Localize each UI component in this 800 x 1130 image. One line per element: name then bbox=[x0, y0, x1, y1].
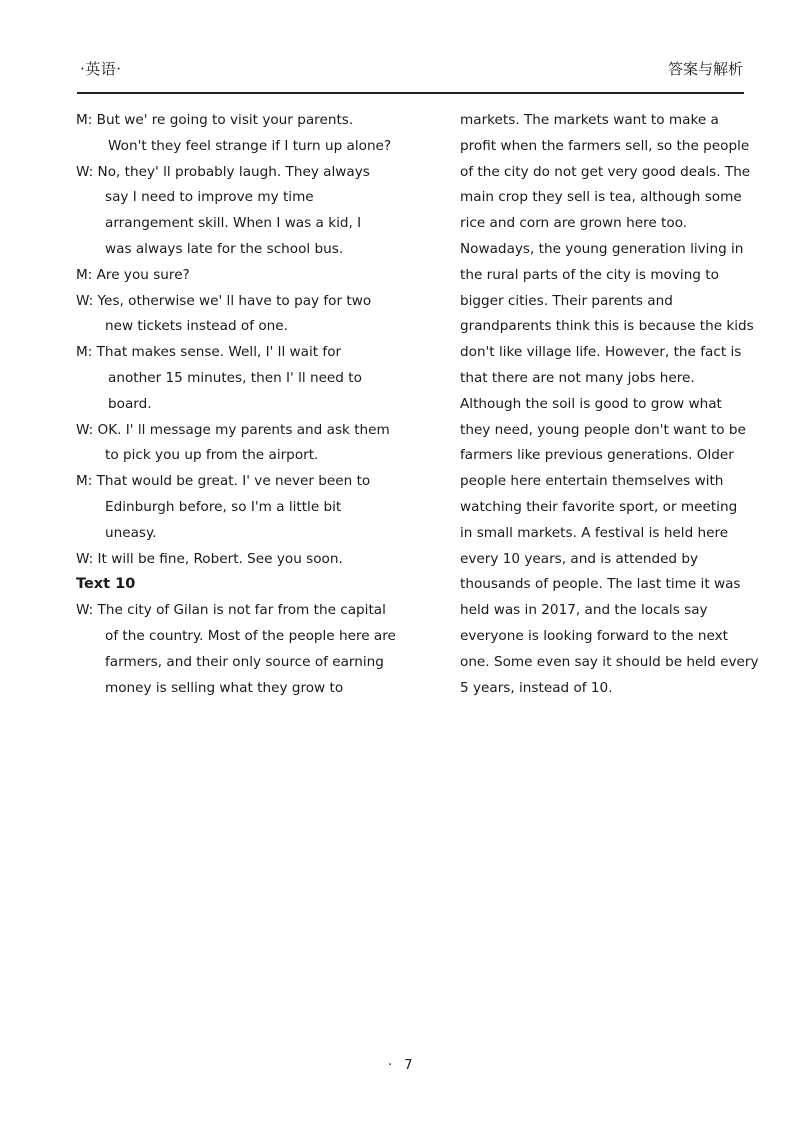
text-line: W: Yes, otherwise we' ll have to pay for two bbox=[76, 292, 372, 309]
header-subject: ·英语· bbox=[80, 60, 122, 78]
text-line: Nowadays, the young generation living in bbox=[460, 240, 744, 257]
text-line: held was in 2017, and the locals say bbox=[460, 602, 708, 619]
text-line: 5 years, instead of 10. bbox=[460, 679, 613, 696]
text-line: farmers, and their only source of earning bbox=[105, 653, 384, 670]
text-line: rice and corn are grown here too. bbox=[460, 215, 688, 232]
page-number: · 7 bbox=[388, 1058, 417, 1073]
text-line: Although the soil is good to grow what bbox=[460, 395, 722, 412]
text-line: that there are not many jobs here. bbox=[460, 369, 695, 386]
text-line: farmers like previous generations. Older bbox=[460, 447, 734, 464]
text-line: M: That makes sense. Well, I' ll wait for bbox=[76, 344, 342, 361]
text-line: M: That would be great. I' ve never been to bbox=[76, 473, 371, 490]
header-section-title: 答案与解析 bbox=[668, 60, 744, 78]
text-line: Won't they feel strange if I turn up alone? bbox=[108, 137, 392, 154]
text-line: money is selling what they grow to bbox=[105, 679, 344, 696]
left-text-column bbox=[76, 108, 436, 701]
text-line: markets. The markets want to make a bbox=[460, 112, 719, 128]
text-line: don't like village life. However, the fact is bbox=[460, 344, 742, 361]
text-line: Edinburgh before, so I'm a little bit bbox=[105, 498, 342, 515]
text-line: every 10 years, and is attended by bbox=[460, 550, 699, 567]
right-text-column bbox=[460, 108, 780, 701]
text-line: people here entertain themselves with bbox=[460, 473, 724, 490]
text-line: W: No, they' ll probably laugh. They always bbox=[76, 163, 370, 180]
text-line: in small markets. A festival is held here bbox=[460, 524, 729, 541]
text-line: profit when the farmers sell, so the people bbox=[460, 137, 750, 154]
text-line: say I need to improve my time bbox=[105, 189, 314, 206]
text-line: another 15 minutes, then I' ll need to bbox=[108, 369, 362, 386]
text-line: thousands of people. The last time it was bbox=[460, 576, 741, 593]
text-line: W: It will be fine, Robert. See you soon. bbox=[76, 550, 343, 567]
text-line: of the city do not get very good deals. The bbox=[460, 163, 751, 180]
text-line: new tickets instead of one. bbox=[105, 318, 288, 335]
section-heading: Text 10 bbox=[76, 576, 136, 593]
text-line: M: Are you sure? bbox=[76, 266, 190, 283]
text-line: grandparents think this is because the kids bbox=[460, 318, 754, 335]
text-line: board. bbox=[108, 395, 152, 412]
text-line: they need, young people don't want to be bbox=[460, 421, 746, 438]
text-line: W: OK. I' ll message my parents and ask them bbox=[76, 421, 390, 438]
text-line: watching their favorite sport, or meeting bbox=[460, 498, 738, 515]
text-line: bigger cities. Their parents and bbox=[460, 292, 673, 309]
text-line: M: But we' re going to visit your parents. bbox=[76, 112, 354, 128]
text-line: main crop they sell is tea, although some bbox=[460, 189, 742, 206]
text-line: arrangement skill. When I was a kid, I bbox=[105, 215, 362, 232]
text-line: of the country. Most of the people here are bbox=[105, 627, 396, 644]
text-line: was always late for the school bus. bbox=[105, 240, 344, 257]
text-line: uneasy. bbox=[105, 524, 157, 541]
text-line: to pick you up from the airport. bbox=[105, 447, 319, 464]
header-divider bbox=[77, 92, 744, 94]
text-line: one. Some even say it should be held every bbox=[460, 653, 759, 670]
text-line: everyone is looking forward to the next bbox=[460, 627, 728, 644]
text-line: W: The city of Gilan is not far from the capital bbox=[76, 602, 386, 619]
text-line: the rural parts of the city is moving to bbox=[460, 266, 719, 283]
